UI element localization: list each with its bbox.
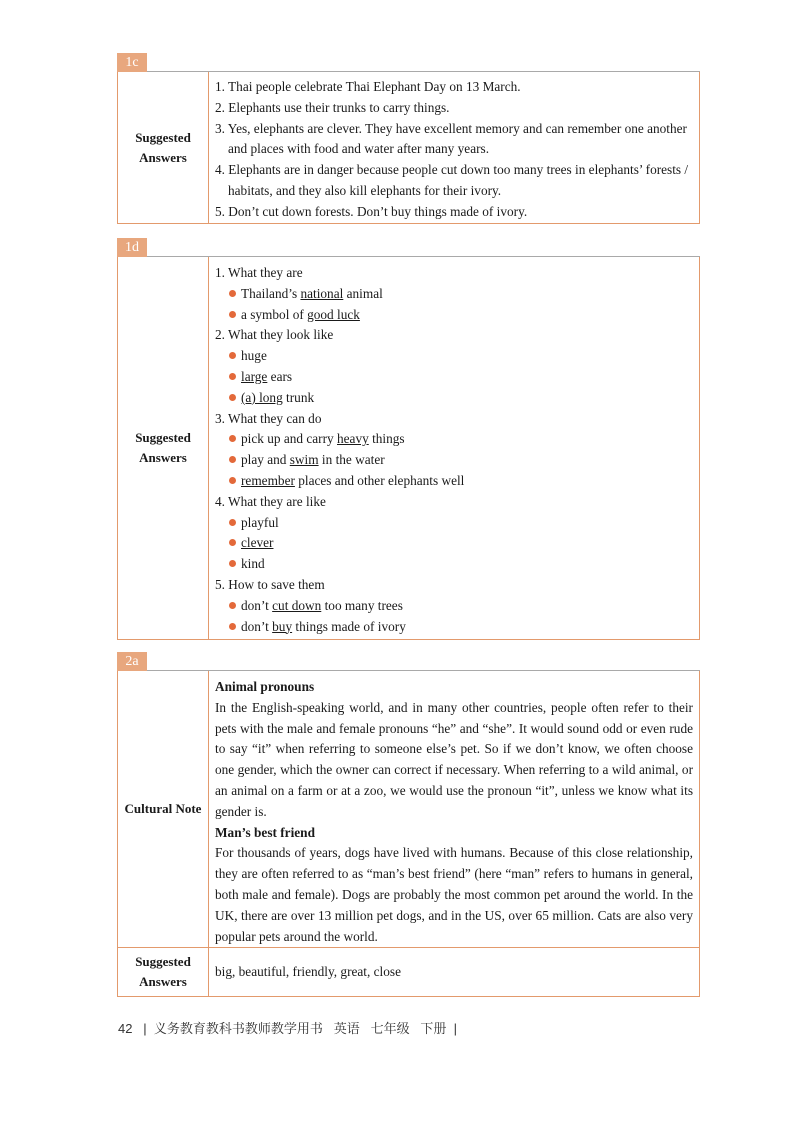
list-item: play and swim in the water [215, 450, 693, 471]
section-1d [117, 237, 700, 640]
section-tab-bar [117, 52, 700, 72]
book-title: 义务教育教科书教师教学用书 英语 七年级 下册 [153, 1021, 447, 1036]
list-item: huge [215, 346, 693, 367]
answers-text: big, beautiful, friendly, great, close [215, 963, 401, 979]
note-title-mans-best-friend: Man’s best friend [215, 824, 315, 840]
list-item: a symbol of good luck [215, 305, 693, 326]
row-label: Suggested Answers [118, 257, 209, 639]
bullet-icon [229, 394, 236, 401]
note-paragraph: In the English-speaking world, and in many other countries, people often refer to their pets with the male and female pronouns “he” and “she”. It would sound odd or even rude to say “it” when referring to someone else’s pet. So if we don’t know, we often choose one gender, which the owner can correct if necessary. When referring to a wild animal, or an animal on a farm or at a zoo, we would use the pronoun “it”, unless we know what its gender is. [215, 699, 693, 819]
list-item: remember places and other elephants well [215, 471, 693, 492]
section-tab-1d: 1d [117, 238, 147, 257]
answers-row [117, 948, 700, 997]
answers-content [209, 257, 699, 639]
list-item: clever [215, 533, 693, 554]
heading-what-they-are-like: 4. What they are like [215, 493, 326, 509]
cultural-note-row [117, 671, 700, 948]
bullet-icon [229, 560, 236, 567]
answers-content [209, 72, 699, 223]
bullet-icon [229, 477, 236, 484]
list-item: large ears [215, 367, 693, 388]
list-item: Thailand’s national animal [215, 284, 693, 305]
cultural-note-content [209, 671, 699, 947]
answers-row [117, 257, 700, 640]
answer-3: 3. Yes, elephants are clever. They have excellent memory and can remember one another and places with food and water after many years. [215, 120, 687, 157]
note-paragraph: For thousands of years, dogs have lived with humans. Because of this close relationship, they are often referred to as “man’s best friend” (here “man” refers to humans in general, both male and female). Dogs are probably the most common pet around the world. In the UK, there are over 13 million pet dogs, and in the US, over 65 million. Cats are also very popular pets around the world. [215, 845, 693, 944]
section-tab-2a: 2a [117, 652, 147, 671]
section-tab-bar [117, 237, 700, 257]
list-item: playful [215, 513, 693, 534]
row-label: Suggested Answers [118, 72, 209, 223]
page-footer: 42 | 义务教育教科书教师教学用书 英语 七年级 下册 | [118, 1021, 458, 1036]
list-item: pick up and carry heavy things [215, 429, 693, 450]
answer-1: 1. Thai people celebrate Thai Elephant Day on 13 March. [215, 79, 521, 94]
heading-what-they-can-do: 3. What they can do [215, 410, 322, 426]
answers-content [209, 948, 699, 996]
section-2a [117, 651, 700, 997]
bullet-icon [229, 456, 236, 463]
row-label: Cultural Note [118, 671, 209, 947]
bullet-icon [229, 373, 236, 380]
heading-what-they-are: 1. What they are [215, 265, 303, 280]
section-tab-1c: 1c [117, 53, 147, 72]
list-item: don’t buy things made of ivory [215, 617, 693, 638]
list-item: kind [215, 554, 693, 575]
bullet-icon [229, 352, 236, 359]
row-label: Suggested Answers [118, 948, 209, 996]
bullet-icon [229, 519, 236, 526]
page-number: 42 [118, 1021, 133, 1036]
answer-4: 4. Elephants are in danger because people cut down too many trees in elephants’ forests / habitats, and they also kill elephants for their ivory. [215, 162, 689, 198]
heading-what-they-look-like: 2. What they look like [215, 327, 334, 343]
answers-row [117, 72, 700, 224]
bullet-icon [229, 290, 236, 297]
list-item: (a) long trunk [215, 388, 693, 409]
list-item: don’t cut down too many trees [215, 596, 693, 617]
bullet-icon [229, 539, 236, 546]
answer-5: 5. Don’t cut down forests. Don’t buy things made of ivory. [215, 203, 528, 219]
section-1c [117, 52, 700, 224]
note-title-animal-pronouns: Animal pronouns [215, 679, 315, 694]
bullet-icon [229, 311, 236, 318]
bullet-icon [229, 435, 236, 442]
bullet-icon [229, 623, 236, 630]
heading-how-to-save-them: 5. How to save them [215, 576, 325, 592]
answer-2: 2. Elephants use their trunks to carry things. [215, 99, 450, 115]
bullet-icon [229, 602, 236, 609]
section-tab-bar [117, 651, 700, 671]
